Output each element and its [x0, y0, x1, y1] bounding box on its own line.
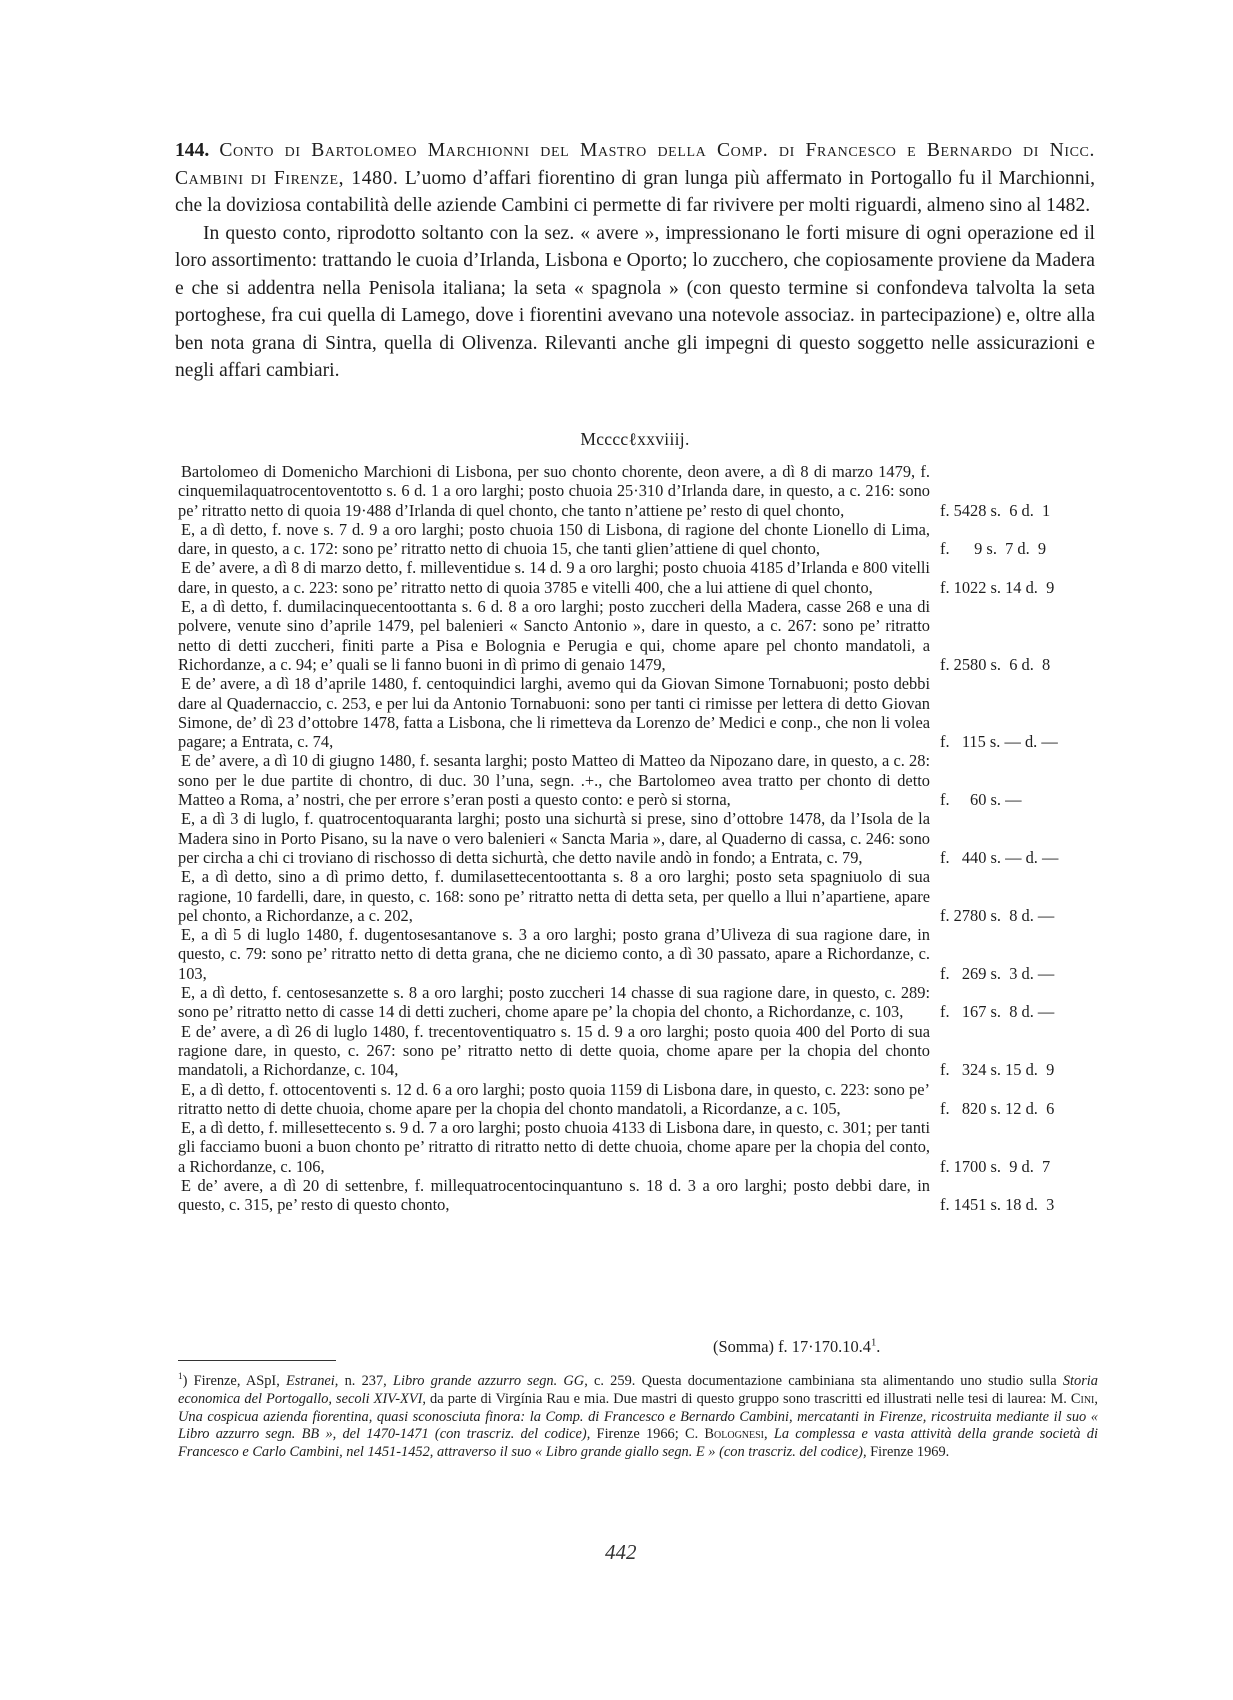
- ledger-entries: [178, 462, 1098, 1215]
- entry-amount: f. 820 s. 12 d. 6: [940, 1098, 1055, 1118]
- entry-amount: f. 167 s. 8 d. —: [940, 1002, 1055, 1022]
- page-number: 442: [605, 1540, 637, 1564]
- footnote-author: Bolognesi: [704, 1426, 765, 1443]
- entry-text: E de’ avere, a dì 18 d’aprile 1480, f. centoquindici larghi, avemo qui da Giovan Simone Tornabuoni; posto debbi dare al Quadernaccio, c. 253, e per lui da Antonio Tornabuoni: sono per tanti ci rimisse per lettera di detto Giovan Simone, de’ dì 23 d’ottobre 1478, fatta a Lisbona, che li rimetteva da Lorenzo de’ Medici e conp., che non li volea pagare; a Entrata, c. 74,: [178, 674, 930, 752]
- entry-amount: f. 2780 s. 8 d. —: [940, 905, 1055, 925]
- heading-paragraph: [175, 137, 1095, 220]
- entry-text: E de’ avere, a dì 10 di giugno 1480, f. sesanta larghi; posto Matteo di Matteo da Nipozano dare, in questo, a c. 28: sono per le due partite di chontro, di duc. 30 l’una, segn. .+., che Bartolomeo avea tratto per chonto di detto Matteo a Roma, a’ nostri, che per errore s’eran posti a questo conto: e però si storna,: [178, 751, 930, 810]
- entry-amount: f. 115 s. — d. —: [940, 732, 1058, 752]
- entry-text: E, a dì detto, sino a dì primo detto, f. dumilasettecentoottanta s. 8 a oro larghi; posto seta spagniuolo di sua ragione, 10 fardelli, dare, in questo, c. 168: sono pe’ ritratto netta di detta seta, per quello a llui n’apartiene, apare pel chonto, a Richordanze, a c. 202,: [178, 867, 930, 925]
- footnote-text: ,: [764, 1426, 774, 1443]
- sum-footnote-mark: 1: [870, 1337, 877, 1349]
- footnote-text: , c. 259. Questa documentazione cambiniana sta alimentando uno studio sulla: [584, 1373, 1063, 1389]
- entry-amount: f. 269 s. 3 d. —: [940, 963, 1055, 983]
- footnote-mark: 1: [178, 1372, 183, 1383]
- entry-amount: f. 440 s. — d. —: [940, 847, 1059, 867]
- footnote-text: Firenze, ASpI,: [193, 1373, 287, 1389]
- intro-paragraph: In questo conto, riprodotto soltanto con la sez. « avere », impressionano le forti misure di ogni operazione ed il loro assortimento: trattando le cuoia d’Irlanda, Lisbona e Oporto; lo zucchero, che copiosamente proviene da Madera e che si addentra nella Penisola italiana; la seta « spagnola » (con questo termine si confondeva talvolta la seta portoghese, fra cui quella di Lamego, dove i fiorentini avevano una notevole associaz. in partecipazione) e, oltre alla ben nota grana di Sintra, quella di Olivenza. Rilevanti anche gli impegni di questo soggetto nelle assicurazioni e negli affari cambiari.: [175, 222, 1095, 381]
- entry-amount: f. 5428 s. 6 d. 1: [940, 500, 1051, 520]
- entry-amount: f. 60 s. —: [940, 790, 1022, 810]
- ledger-entry: [178, 462, 1098, 520]
- entry-text: E de’ avere, a dì 26 di luglo 1480, f. trecentoventiquatro s. 15 d. 9 a oro larghi; posto quoia 400 del Porto di sua ragione dare, in questo, c. 267: sono pe’ ritratto netto di dette quoia, chome apare per la chopia del chonto mandatoli, a Richordanze, c. 104,: [178, 1021, 930, 1080]
- footnote-italic: Storia economica del Portogallo, secoli XIV-XVI: [178, 1373, 1098, 1407]
- footnote-italic: Estranei: [286, 1373, 335, 1389]
- entry-text: Bartolomeo di Domenicho Marchioni di Lisbona, per suo chonto chorente, deon avere, a dì 8 di marzo 1479, f. cinquemilaquatrocentoventotto s. 6 d. 1 a oro larghi; posto chuoia 25·310 d’Irlanda dare, in questo, a c. 216: sono pe’ ritratto netto di quoia 19·488 d’Irlanda di quel chonto, che tanto n’attiene pe’ resto di quel chonto,: [178, 462, 930, 520]
- entry-amount: f. 324 s. 15 d. 9: [940, 1060, 1055, 1080]
- entry-text: E, a dì 3 di luglo, f. quatrocentoquaranta larghi; posto una sichurtà si prese, sino d’ottobre 1478, da l’Isola de la Madera sino in Porto Pisano, su la nave o vero balenieri « Sancta Maria », dare, al Quaderno di cassa, c. 246: sono per circha a chi ci troviano di rischosso di detta sichurtà, che detto navile andò in fondo; a Entrata, c. 79,: [178, 809, 930, 867]
- document-title: Conto di Bartolomeo Marchionni del Mastro della Comp. di Francesco e Bernardo di Nicc. Cambini di Firenze, 1480.: [175, 140, 1095, 189]
- entry-amount: f. 1700 s. 9 d. 7: [940, 1156, 1051, 1176]
- footnote-italic: La complessa e vasta attività della grande società di Francesco e Carlo Cambini, nel 1451-1452, attraverso il suo « Libro grande giallo segn. E » (con trascriz. del codice): [178, 1426, 1098, 1461]
- ledger-entry: [178, 520, 1098, 559]
- ledger-entry: [178, 1022, 1098, 1080]
- footnote-rule: [178, 1360, 336, 1361]
- entry-text: E, a dì detto, f. nove s. 7 d. 9 a oro larghi; posto chuoia 150 di Lisbona, di ragione del chonte Lionello di Lima, dare, in questo, a c. 172: sono pe’ ritratto netto di chuoia 15, che tanti glien’attiene di quel chonto,: [178, 519, 930, 559]
- footnote-text: , Firenze 1966; C.: [586, 1426, 705, 1443]
- entry-amount: f. 1451 s. 18 d. 3: [940, 1195, 1055, 1215]
- ledger-entry: [178, 809, 1098, 867]
- ledger-entry: [178, 925, 1098, 983]
- footnote-author: Cini: [1070, 1390, 1095, 1407]
- ledger-entry: [178, 558, 1098, 597]
- entry-amount: f. 2580 s. 6 d. 8: [940, 654, 1051, 674]
- ledger-entry: [178, 597, 1098, 674]
- entry-text: E, a dì 5 di luglo 1480, f. dugentosesantanove s. 3 a oro larghi; posto grana d’Uliveza di sua ragione dare, in questo, c. 79: sono pe’ ritratto netto di detta grana, che ne diciemo conto, a dì 30 passato, apare a Richordanze, c. 103,: [178, 925, 930, 983]
- ledger-entry: [178, 674, 1098, 751]
- entry-amount: f. 1022 s. 14 d. 9: [940, 577, 1055, 597]
- sum-text: (Somma) f. 17·170.10.4: [713, 1337, 871, 1356]
- ledger-entry: [178, 1176, 1098, 1215]
- footnote-text: ,: [1094, 1390, 1098, 1407]
- ledger-entry: [178, 1118, 1098, 1176]
- footnote-italic: Una cospicua azienda fiorentina, quasi sconosciuta finora: la Comp. di Francesco e Bernardo Cambini, mercatanti in Firenze, ricostruita mediante il suo « Libro azzurro segn. BB », del 1470-1471 (con trascriz. del codice): [178, 1408, 1098, 1443]
- footnote-text: , Firenze 1969.: [862, 1444, 950, 1461]
- ledger-sum: (Somma) f. $17\cdot 170.10.4^1$.: [713, 1337, 881, 1356]
- entry-text: E, a dì detto, f. centosesanzette s. 8 a oro larghi; posto zuccheri 14 chasse di sua ragione dare, in questo, c. 289: sono pe’ ritratto netto di casse 14 di detti zucheri, chome apare pe’ la chopia del chonto, a Richordanze, c. 103,: [178, 983, 930, 1022]
- entry-text: E, a dì detto, f. dumilacinquecentoottanta s. 6 d. 8 a oro larghi; posto zuccheri della Madera, casse 268 e una di polvere, venute sino d’aprile 1479, pel balenieri « Sancto Antonio », dare in questo, a c. 267: sono pe’ ritratto netto di detti zuccheri, finiti parte a Pisa e Bolognia e Perugia e qui, chome apare pel chonto mandatoli, a Richordanze, a c. 94; e’ quali se li fanno buoni in dì primo di genaio 1479,: [178, 597, 930, 674]
- ledger-entry: [178, 751, 1098, 809]
- intro-section: [175, 137, 1095, 385]
- ledger-entry: [178, 1080, 1098, 1119]
- entry-text: E de’ avere, a dì 20 di settenbre, f. millequatrocentocinquantuno s. 18 d. 3 a oro larghi; posto debbi dare, in questo, c. 315, pe’ resto di questo chonto,: [178, 1175, 930, 1215]
- document-number: 144.: [175, 140, 210, 161]
- ledger-entry: [178, 983, 1098, 1022]
- ledger-year-heading: Mccccℓxxviiij.: [580, 429, 690, 449]
- footnote: $^1$) Firenze, ASpI, Estranei, n. 237, Libro grande azzurro segn. GG, c. 259. Questa documentazione cambiniana sta alimentando uno studio sulla Storia economica del Portogallo, secoli XIV-XVI, da parte di Virgínia Rau e mia. Due mastri di questo gruppo sono trascritti ed illustrati nelle tesi di laurea: M. Cini, Una cospicua azienda fiorentina, quasi sconosciuta finora: la Comp. di Francesco e Bernardo Cambini, mercatanti in Firenze, ricostruita mediante il suo « Libro azzurro segn. BB », del 1470-1471 (con trascriz. del codice), Firenze 1966; C. Bolognesi, La complessa e vasta attività della grande società di Francesco e Carlo Cambini, nel 1451-1452, attraverso il suo « Libro grande giallo segn. E » (con trascriz. del codice), Firenze 1969.: [178, 1372, 1098, 1461]
- heading-text: L’uomo d’affari fiorentino di gran lunga più affermato in Portogallo fu il Marchionni, che la doviziosa contabilità delle aziende Cambini ci permette di far rivivere per molti riguardi, almeno sino al 1482.: [175, 167, 1095, 216]
- footnote-text: , n. 237,: [334, 1373, 393, 1389]
- entry-amount: f. 9 s. 7 d. 9: [940, 539, 1047, 559]
- footnote-text: , da parte di Virgínia Rau e mia. Due mastri di questo gruppo sono trascritti ed illustrati nelle tesi di laurea: M.: [422, 1390, 1071, 1407]
- entry-text: E, a dì detto, f. millesettecento s. 9 d. 7 a oro larghi; posto chuoia 4133 di Lisbona dare, in questo, c. 301; per tanti gli facciamo buoni a buon chonto pe’ ritratto di ritratto netto di dette chuoia, chome apare per la chopia del conto, a Richordanze, c. 106,: [178, 1118, 930, 1176]
- entry-text: E de’ avere, a dì 8 di marzo detto, f. milleventidue s. 14 d. 9 a oro larghi; posto chuoia 4185 d’Irlanda e 800 vitelli dare, in questo, a c. 223: sono pe’ ritratto netto di quoia 3785 e vitelli 400, che a lui attiene di quel chonto,: [178, 558, 930, 597]
- entry-text: E, a dì detto, f. ottocentoventi s. 12 d. 6 a oro larghi; posto quoia 1159 di Lisbona dare, in questo, c. 223: sono pe’ ritratto netto di dette chuoia, chome apare per la chopia del chonto mandatoli, a Ricordanze, a c. 105,: [178, 1079, 930, 1118]
- footnote-italic: Libro grande azzurro segn. GG: [392, 1373, 585, 1389]
- ledger-entry: [178, 867, 1098, 925]
